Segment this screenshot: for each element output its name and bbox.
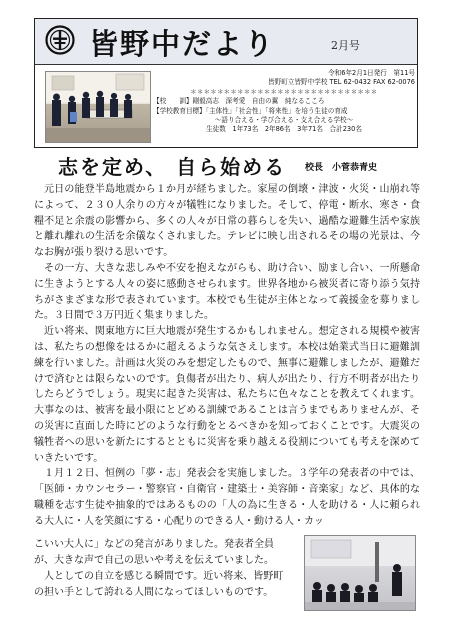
newsletter-title: 皆野中だより — [89, 27, 276, 61]
article-headline: 志を定め、 自ら始める — [58, 155, 287, 179]
publisher-contact: 皆野町立皆野中学校 TEL 62-0432 FAX 62-0076 — [268, 78, 415, 87]
students-photo — [45, 71, 151, 143]
wrap-line: 人としての自立を感じる瞬間です。近い将来、皆野町 — [34, 571, 284, 582]
paragraph: その一方、大きな悲しみや不安を抱えながらも、助け合い、励まし合い、一所懸命に生きようとする人々の姿に感動させられます。世界各地から被災者に寄り添う気持ちがさまざまな形で表されています。本校でも生徒が主体となって義援金を募りました。３日間で３万円近く集まりました。 — [34, 262, 420, 322]
article-author: 校長 小菅恭青史 — [305, 163, 378, 173]
paragraph: 近い将来、関東地方に巨大地震が発生するかもしれません。想定される規模や被害は、私たちの想像をはるかに超えるような気さえします。本校は始業式当日に避難訓練を行いました。計画は火災のみを想定したもので、無事に避難しましたが、避難だけで済むとは限らないのです。負傷者が出たり、病人が出たり、行方不明者が出たりしたらどうでしょう。現実に起きた災害は、私たちに色々なことを教えてくれます。大事なのは、被害を最小限にとどめる訓練であることは言うまでもありませんが、その災害に直面した時にどのような行動をとるべきかを知っておくことです。大震災の犠牲者への思いを新たにするとともに災害を乗り越える役割についても考えを深めていきたいです。 — [34, 326, 420, 464]
masthead-frame — [34, 18, 418, 148]
wrap-line: こいい大人に」などの発言がありました。発表者全員 — [34, 539, 274, 550]
issue-date-number: 令和6年2月1日発行 第11号 — [328, 69, 415, 77]
wrap-line: が、大きな声で自己の思いや考えを伝えていました。 — [34, 555, 274, 566]
paragraph: １月１２日、恒例の「夢・志」発表会を実施しました。３学年の発表者の中では、「医師・カウンセラー・警察官・自衛官・建築士・美容師・音楽家」など、具体的な職種を志す生徒や抽象的ではあるものの「人の為に生きる・人を助ける・人に頼られる大人に・人を笑顔にする・心配りのできる人・動ける人・カッ — [34, 468, 420, 527]
issue-info — [153, 69, 415, 135]
school-emblem-icon — [45, 25, 75, 55]
issue-month: 2月号 — [331, 39, 360, 52]
article-body — [34, 182, 420, 530]
presentation-photo — [304, 535, 416, 611]
education-goal: 【学校教育目標】「主体性」「社会性」「将来性」を培う生徒の育成 — [153, 106, 348, 115]
star-divider: ＊＊＊＊＊＊＊＊＊＊＊＊＊＊＊＊＊＊＊＊＊＊＊＊＊＊＊＊ — [190, 88, 378, 96]
masthead-bar — [35, 19, 417, 65]
school-motto: 【校 訓】剛毅高志 深考愛 自由の翼 純なるこころ — [153, 97, 325, 106]
paragraph: 元日の能登半島地震から１か月が経ちました。家屋の倒壊・津波・火災・山崩れ等によって、２３０人余りの方々が犠牲になりました。そして、停電・断水、寒さ・食糧不足と余震の影響から、多くの人々が日常の暮らしを失い、過酷な避難生活や家族と離れ離れの生活を余儀なくされました。テレビに映し出されるその場の光景は、今なお胸が張り裂ける思いです。 — [34, 184, 420, 259]
education-goal-sub: ～語り合える・学び合える・支え合える学校～ — [214, 116, 354, 125]
wrap-line: の担い手として誇れる人間になってほしいものです。 — [34, 587, 274, 598]
student-count: 生徒数 1年73名 2年86名 3年71名 合計230名 — [206, 125, 362, 134]
